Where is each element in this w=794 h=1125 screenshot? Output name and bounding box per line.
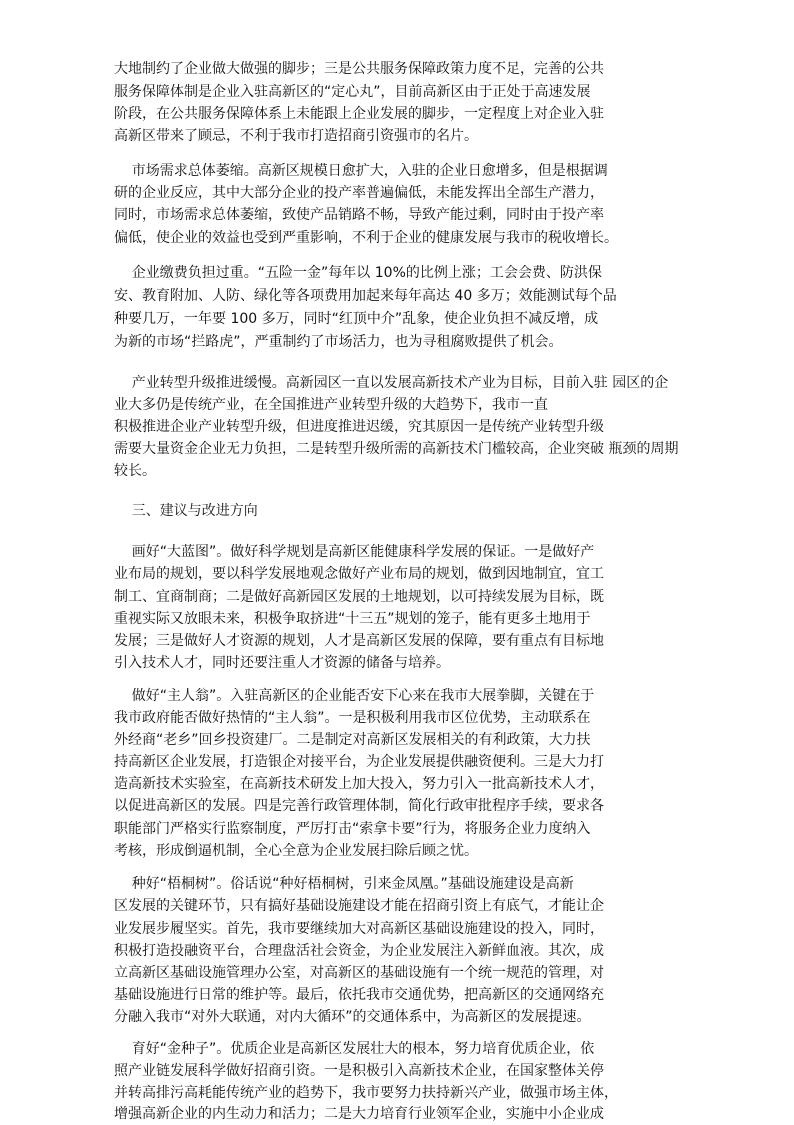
text-line: 同时，市场需求总体萎缩，致使产品销路不畅，导致产能过剩，同时由于投产率 xyxy=(114,207,604,223)
text-line: 以促进高新区的发展。四是完善行政管理体制，简化行政审批程序手续，要求各 xyxy=(114,798,604,814)
text-line: 制工、宜商制商；二是做好高新园区发展的土地规划，以可持续发展为目标，既 xyxy=(114,589,604,605)
text-line: 偏低，使企业的效益也受到严重影响，不利于企业的健康发展与我市的税收增长。 xyxy=(114,230,618,246)
text-line: 为新的市场“拦路虎”，严重制约了市场活力，也为寻租腐败提供了机会。 xyxy=(114,334,563,350)
text-line: 职能部门严格实行监察制度，严厉打击“索拿卡要”行为，将服务企业力度纳入 xyxy=(114,821,591,837)
text-line: 区发展的关键环节，只有搞好基础设施建设才能在招商引资上有底气，才能让企 xyxy=(114,898,604,914)
text-line: 种要几万，一年要 100 多万，同时“红顶中介”乱象，使企业负担不减反增，成 xyxy=(114,311,599,327)
text-line: 阶段，在公共服务保障体系上未能跟上企业发展的脚步，一定程度上对企业入驻 xyxy=(114,106,604,122)
text-line: 企业缴费负担过重。“五险一金”每年以 10%的比例上涨；工会会费、防洪保 xyxy=(114,265,602,281)
text-line: 基础设施进行日常的维护等。最后，依托我市交通优势，把高新区的交通网络充 xyxy=(114,987,604,1003)
text-line: 我市政府能否做好热情的“主人翁”。一是积极利用我市区位优势，主动联系在 xyxy=(114,710,591,726)
text-line: 需要大量资金企业无力负担，二是转型升级所需的高新技术门槛较高，企业突破 瓶颈的周期 xyxy=(114,441,679,457)
text-line: 照产业链发展科学做好招商引资。一是积极引入高新技术企业，在国家整体关停 xyxy=(114,1063,604,1079)
text-line: 发展；三是做好人才资源的规划，人才是高新区发展的保障，要有重点有目标地 xyxy=(114,633,604,649)
text-line: 积极打造投融资平台，合理盘活社会资金，为企业发展注入新鲜血液。其次，成 xyxy=(114,943,604,959)
text-line: 业布局的规划，要以科学发展地观念做好产业布局的规划，做到因地制宜，宜工 xyxy=(114,566,604,582)
text-line: 育好“金种子”。优质企业是高新区发展壮大的根本，努力培育优质企业，依 xyxy=(114,1041,595,1057)
text-line: 较长。 xyxy=(114,463,156,479)
section-heading: 三、建议与改进方向 xyxy=(114,503,258,519)
text-line: 做好“主人翁”。入驻高新区的企业能否安下心来在我市大展拳脚，关键在于 xyxy=(114,688,595,704)
text-line: 引入技术人才，同时还要注重人才资源的储备与培养。 xyxy=(114,655,450,671)
text-line: 并转高排污高耗能传统产业的趋势下，我市要努力扶持新兴产业，做强市场主体， xyxy=(114,1085,618,1101)
text-line: 高新区带来了顾忌，不利于我市打造招商引资强市的名片。 xyxy=(114,128,478,144)
text-line: 种好“梧桐树”。俗话说“种好梧桐树，引来金凤凰。”基础设施建设是高新 xyxy=(114,876,574,892)
text-line: 服务保障体制是企业入驻高新区的“定心丸”，目前高新区由于正处于高速发展 xyxy=(114,84,591,100)
text-line: 大地制约了企业做大做强的脚步；三是公共服务保障政策力度不足，完善的公共 xyxy=(114,61,604,77)
text-line: 产业转型升级推进缓慢。高新园区一直以发展高新技术产业为目标，目前入驻 园区的企 xyxy=(114,375,669,391)
text-line: 重视实际又放眼未来，积极争取挤进“十三五”规划的笼子，能有更多土地用于 xyxy=(114,611,591,627)
text-line: 安、教育附加、人防、绿化等各项费用加起来每年高达 40 多万；效能测试每个品 xyxy=(114,288,617,304)
text-line: 立高新区基础设施管理办公室，对高新区的基础设施有一个统一规范的管理，对 xyxy=(114,965,604,981)
text-line: 考核，形成倒逼机制，全心全意为企业发展扫除后顾之忧。 xyxy=(114,843,478,859)
text-line: 画好“大蓝图”。做好科学规划是高新区能健康科学发展的保证。一是做好产 xyxy=(114,544,595,560)
text-line: 业大多仍是传统产业，在全国推进产业转型升级的大趋势下，我市一直 xyxy=(114,397,548,413)
text-line: 研的企业反应，其中大部分企业的投产率普遍偏低，未能发挥出全部生产潜力， xyxy=(114,185,604,201)
text-line: 外经商“老乡”回乡投资建厂。二是制定对高新区发展相关的有利政策，大力扶 xyxy=(114,732,591,748)
text-line: 分融入我市“对外大联通，对内大循环”的交通体系中，为高新区的发展提速。 xyxy=(114,1009,591,1025)
text-line: 持高新区企业发展，打造银企对接平台，为企业发展提供融资便利。三是大力打 xyxy=(114,754,604,770)
text-line: 造高新技术实验室，在高新技术研发上加大投入，努力引入一批高新技术人才， xyxy=(114,776,604,792)
text-line: 市场需求总体萎缩。高新区规模日愈扩大，入驻的企业日愈增多，但是根据调 xyxy=(114,163,608,179)
text-line: 积极推进企业产业转型升级，但进度推进迟缓，究其原因一是传统产业转型升级 xyxy=(114,419,604,435)
text-line: 增强高新企业的内生动力和活力；二是大力培育行业领军企业，实施中小企业成 xyxy=(114,1106,604,1122)
text-line: 业发展步履坚实。首先，我市要继续加大对高新区基础设施建设的投入，同时， xyxy=(114,921,604,937)
